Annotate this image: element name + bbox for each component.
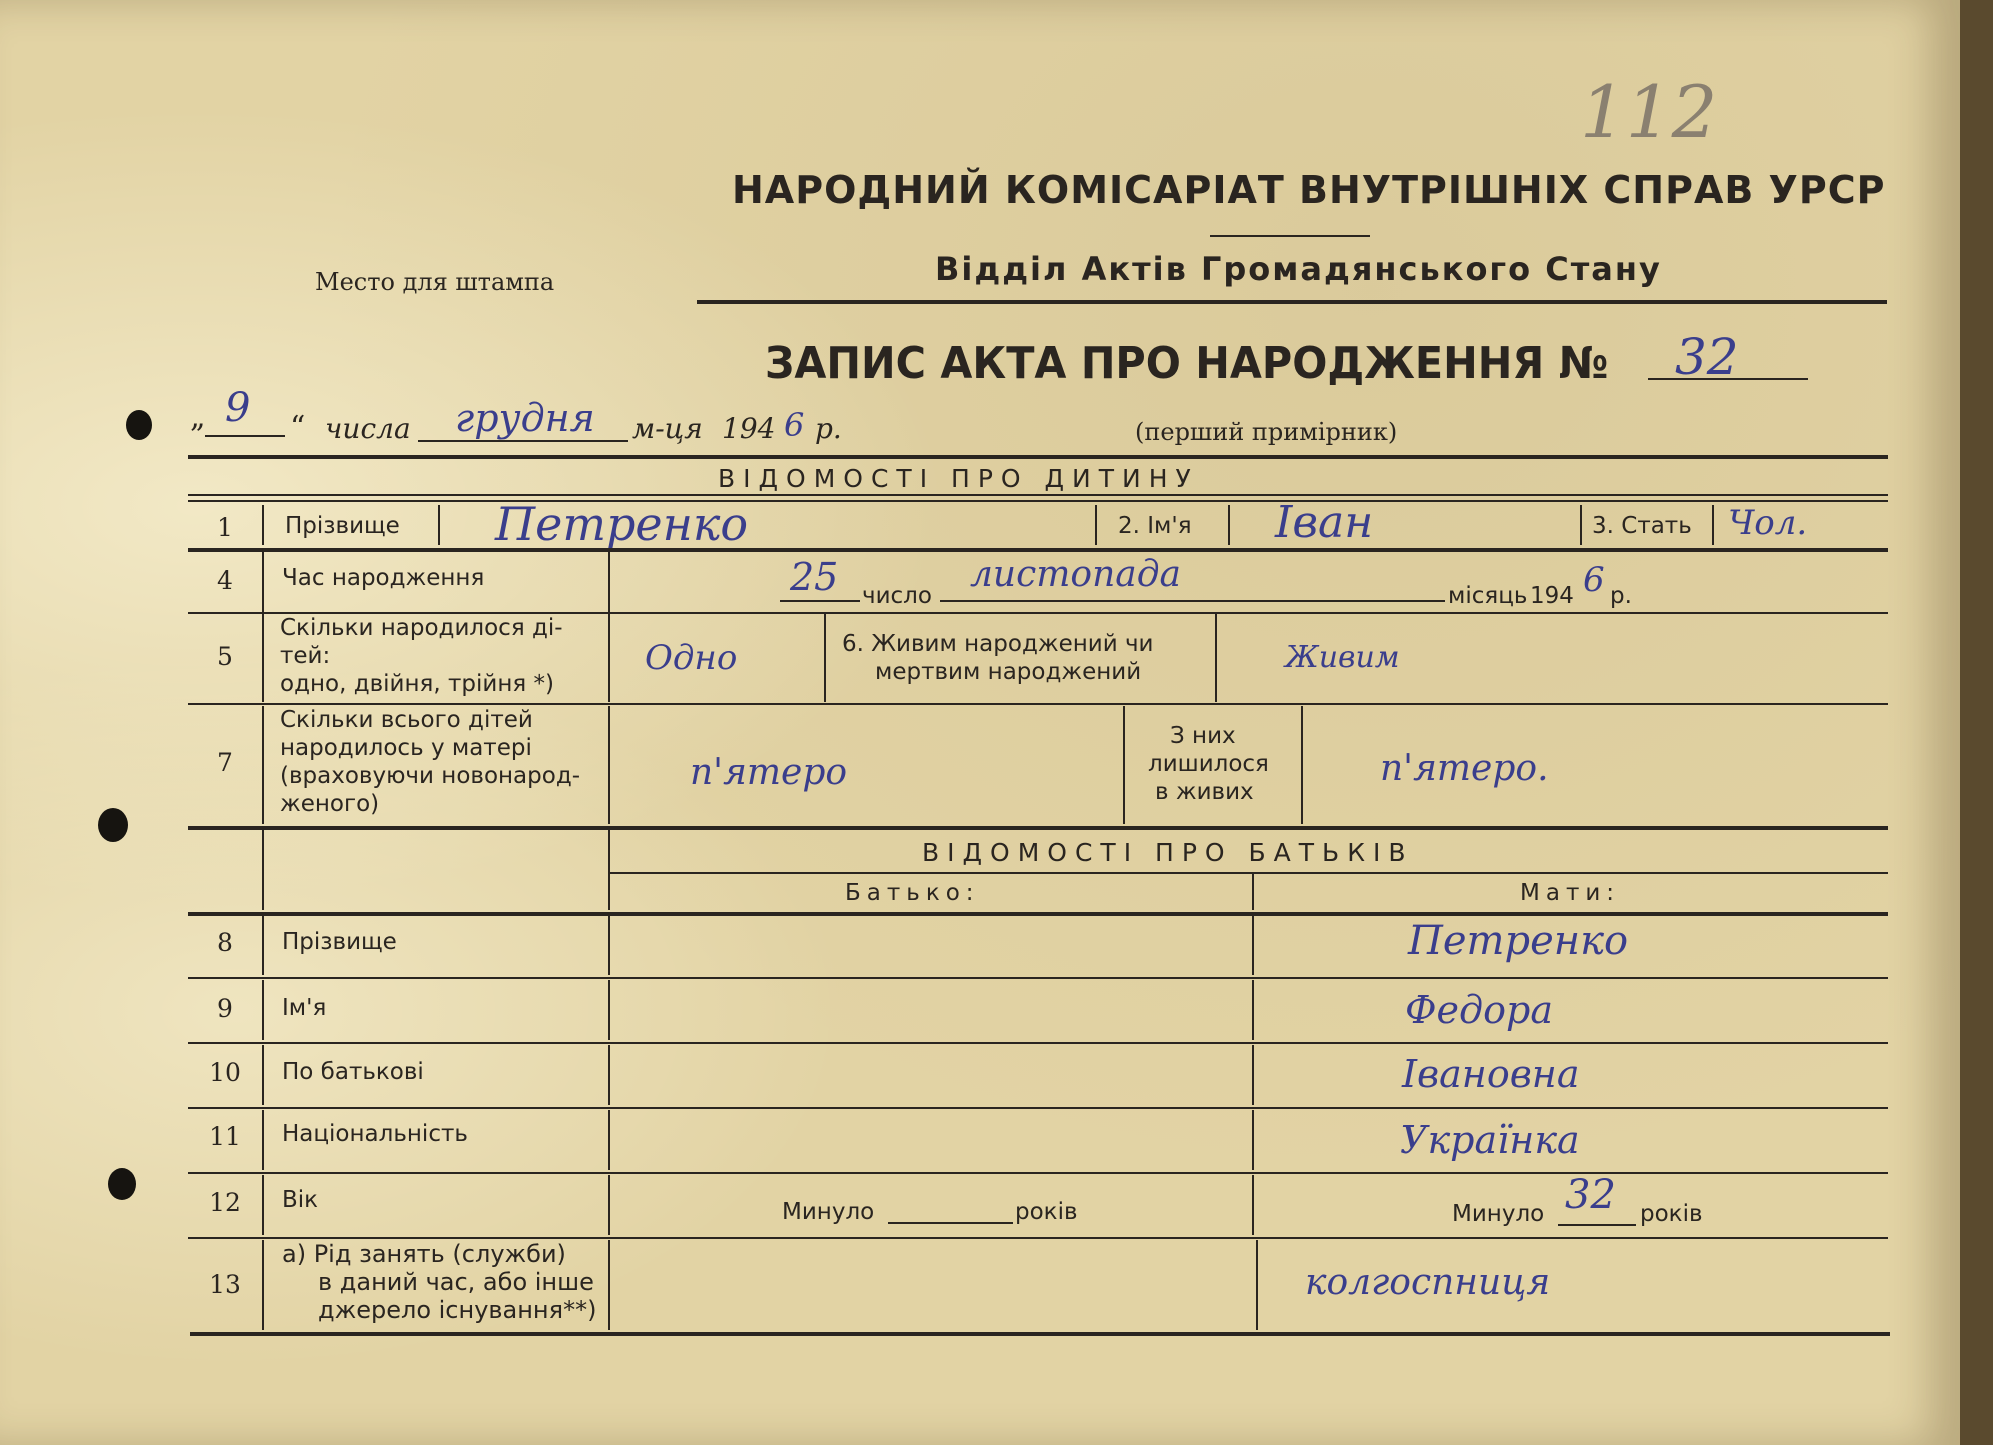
col-divider bbox=[438, 505, 440, 545]
row-rule bbox=[188, 826, 1888, 830]
col-divider bbox=[608, 614, 610, 702]
row-rule bbox=[188, 494, 1888, 496]
mother-age-prefix: Минуло bbox=[1452, 1201, 1545, 1227]
punch-hole bbox=[98, 808, 128, 842]
year-prefix: 194 bbox=[722, 412, 776, 445]
child-name-value: Іван bbox=[1275, 497, 1374, 548]
col-divider bbox=[1256, 1240, 1258, 1330]
copy-note: (перший примірник) bbox=[1135, 418, 1398, 446]
row-number: 1 bbox=[217, 513, 233, 542]
col-divider bbox=[262, 1045, 264, 1105]
children-born-label-line1: Скільки народилося ді- bbox=[280, 615, 563, 641]
day-underline bbox=[205, 435, 285, 437]
col-divider bbox=[1252, 1045, 1254, 1105]
father-age-suffix: років bbox=[1015, 1199, 1078, 1225]
col-divider bbox=[262, 1240, 264, 1330]
row-rule bbox=[188, 1172, 1888, 1174]
birth-year-prefix: 194 bbox=[1530, 583, 1574, 609]
col-divider bbox=[262, 830, 264, 910]
row-number: 12 bbox=[209, 1188, 241, 1217]
issuing-authority-title: НАРОДНИЙ КОМІСАРІАТ ВНУТРІШНІХ СПРАВ УРСР bbox=[732, 168, 1886, 212]
col-divider bbox=[1252, 874, 1254, 910]
live-birth-label-line2: мертвим народжений bbox=[875, 659, 1142, 685]
birth-day-underline bbox=[780, 600, 860, 602]
col-divider bbox=[262, 614, 264, 702]
mother-age-underline bbox=[1558, 1224, 1636, 1226]
col-divider bbox=[1215, 614, 1217, 702]
children-born-label-line3: одно, двійня, трійня *) bbox=[280, 671, 554, 697]
stamp-place-label: Место для штампа bbox=[315, 268, 555, 296]
col-divider bbox=[262, 1110, 264, 1170]
registration-month: грудня bbox=[455, 396, 595, 440]
total-children-label-line1: Скільки всього дітей bbox=[280, 707, 533, 733]
row-rule bbox=[188, 500, 1888, 502]
row-number: 5 bbox=[217, 642, 233, 671]
child-surname-label: Прізвище bbox=[285, 513, 400, 539]
col-divider bbox=[1123, 706, 1125, 824]
parent-age-label: Вік bbox=[282, 1187, 319, 1213]
birth-day-label: число bbox=[862, 583, 932, 609]
col-divider bbox=[262, 980, 264, 1040]
table-bottom-rule bbox=[190, 1332, 1890, 1336]
row-rule bbox=[188, 912, 1888, 916]
occupation-label-line3: джерело існування**) bbox=[318, 1296, 597, 1324]
month-label: м-ця bbox=[632, 412, 703, 445]
col-divider bbox=[1252, 1175, 1254, 1235]
children-born-label-line2: тей: bbox=[280, 643, 331, 669]
col-divider bbox=[1228, 505, 1230, 545]
child-name-label: 2. Ім'я bbox=[1118, 513, 1192, 539]
header-divider bbox=[1210, 235, 1370, 237]
row-rule bbox=[608, 872, 1888, 874]
col-divider bbox=[262, 706, 264, 824]
father-age-prefix: Минуло bbox=[782, 1199, 875, 1225]
department-title: Відділ Актів Громадянського Стану bbox=[935, 250, 1662, 288]
header-rule bbox=[697, 300, 1887, 304]
occupation-label-line1: а) Рід занять (служби) bbox=[282, 1240, 566, 1268]
total-children-label-line2: народилось у матері bbox=[280, 735, 532, 761]
row-rule bbox=[188, 548, 1888, 552]
registration-day: 9 bbox=[225, 385, 251, 431]
alive-label-line3: в живих bbox=[1155, 779, 1254, 805]
children-alive-value: п'ятеро. bbox=[1380, 748, 1549, 789]
mother-nationality-value: Українка bbox=[1400, 1118, 1580, 1162]
total-children-value: п'ятеро bbox=[690, 752, 848, 793]
row-number: 9 bbox=[217, 994, 233, 1023]
live-birth-label-line1: 6. Живим народжений чи bbox=[842, 631, 1154, 657]
col-divider bbox=[608, 1110, 610, 1170]
col-divider bbox=[824, 614, 826, 702]
col-divider bbox=[608, 1240, 610, 1330]
child-sex-label: 3. Стать bbox=[1592, 513, 1692, 539]
total-children-label-line3: (враховуючи новонарод- bbox=[280, 763, 581, 789]
child-surname-value: Петренко bbox=[495, 497, 749, 551]
birth-month-value: листопада bbox=[970, 554, 1182, 595]
row-rule bbox=[188, 1042, 1888, 1044]
row-number: 11 bbox=[209, 1122, 241, 1151]
father-column-heading: Батько: bbox=[845, 880, 980, 906]
mother-surname-value: Петренко bbox=[1408, 918, 1629, 964]
parent-nationality-label: Національність bbox=[282, 1121, 468, 1147]
section-rule bbox=[188, 455, 1888, 459]
col-divider bbox=[608, 706, 610, 824]
col-divider bbox=[262, 915, 264, 975]
col-divider bbox=[262, 552, 264, 612]
live-birth-value: Живим bbox=[1285, 640, 1400, 675]
col-divider bbox=[1580, 505, 1582, 545]
record-number-underline bbox=[1648, 378, 1808, 380]
punch-hole bbox=[126, 410, 152, 440]
row-rule bbox=[188, 977, 1888, 979]
child-sex-value: Чол. bbox=[1728, 503, 1808, 543]
parent-patronymic-label: По батькові bbox=[282, 1059, 424, 1085]
row-rule bbox=[188, 1107, 1888, 1109]
father-age-underline bbox=[888, 1222, 1013, 1224]
col-divider bbox=[1095, 505, 1097, 545]
record-number: 32 bbox=[1675, 328, 1739, 386]
birth-time-label: Час народження bbox=[282, 565, 485, 591]
mother-age-suffix: років bbox=[1640, 1201, 1703, 1227]
year-suffix: р. bbox=[815, 412, 842, 445]
col-divider bbox=[608, 830, 610, 910]
registration-year-digit: 6 bbox=[784, 406, 805, 444]
day-label: числа bbox=[325, 412, 411, 445]
birth-year-value: 6 bbox=[1583, 560, 1605, 600]
mother-age-value: 32 bbox=[1565, 1172, 1616, 1218]
row-number: 7 bbox=[217, 748, 233, 777]
children-born-value: Одно bbox=[645, 638, 738, 678]
col-divider bbox=[1252, 980, 1254, 1040]
child-section-heading: ВІДОМОСТІ ПРО ДИТИНУ bbox=[718, 464, 1199, 493]
col-divider bbox=[1301, 706, 1303, 824]
col-divider bbox=[1252, 1110, 1254, 1170]
row-rule bbox=[188, 1237, 1888, 1239]
quote-close: “ bbox=[290, 410, 306, 445]
mother-name-value: Федора bbox=[1405, 988, 1553, 1032]
birth-year-suffix: р. bbox=[1610, 583, 1632, 609]
alive-label-line1: З них bbox=[1170, 723, 1236, 749]
punch-hole bbox=[108, 1168, 136, 1200]
month-underline bbox=[418, 440, 628, 442]
col-divider bbox=[608, 915, 610, 975]
total-children-label-line4: женого) bbox=[280, 791, 380, 817]
row-number: 13 bbox=[209, 1270, 241, 1299]
birth-day-value: 25 bbox=[790, 555, 839, 599]
mother-column-heading: Мати: bbox=[1520, 880, 1621, 906]
alive-label-line2: лишилося bbox=[1148, 751, 1269, 777]
occupation-label-line2: в даний час, або інше bbox=[318, 1268, 594, 1296]
col-divider bbox=[608, 552, 610, 612]
archive-number: 112 bbox=[1580, 70, 1718, 154]
row-number: 4 bbox=[217, 566, 233, 595]
col-divider bbox=[262, 1175, 264, 1235]
col-divider bbox=[1712, 505, 1714, 545]
col-divider bbox=[608, 1175, 610, 1235]
col-divider bbox=[608, 1045, 610, 1105]
birth-month-label: місяць bbox=[1448, 583, 1528, 609]
mother-patronymic-value: Івановна bbox=[1402, 1052, 1580, 1096]
record-title: ЗАПИС АКТА ПРО НАРОДЖЕННЯ № bbox=[765, 338, 1609, 389]
row-number: 10 bbox=[209, 1058, 241, 1087]
row-rule bbox=[188, 703, 1888, 705]
col-divider bbox=[608, 980, 610, 1040]
quote-open: „ bbox=[190, 400, 206, 435]
row-number: 8 bbox=[217, 928, 233, 957]
mother-occupation-value: колгоспниця bbox=[1305, 1262, 1551, 1303]
birth-month-underline bbox=[940, 600, 1445, 602]
col-divider bbox=[262, 505, 264, 545]
parent-name-label: Ім'я bbox=[282, 995, 327, 1021]
parents-section-heading: ВІДОМОСТІ ПРО БАТЬКІВ bbox=[922, 838, 1414, 867]
parent-surname-label: Прізвище bbox=[282, 929, 397, 955]
col-divider bbox=[1252, 915, 1254, 975]
